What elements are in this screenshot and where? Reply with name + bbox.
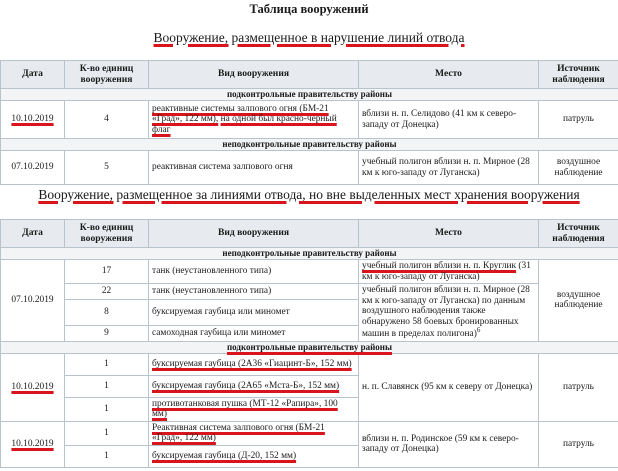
row-date-text: 10.10.2019 (11, 114, 54, 125)
table-row (1, 353, 618, 375)
row-date-text: 10.10.2019 (11, 439, 54, 450)
section-title-violations-text: Вооружение, размещенное в нарушение линий отвода (153, 30, 465, 45)
row-source: патруль (539, 101, 618, 139)
row-count: 1 (65, 421, 149, 445)
row-count: 1 (65, 375, 149, 397)
weapon-type-text: реактивные системы залпового огня (БМ-21 «Град», 122 мм), (152, 103, 329, 125)
place-kruglik-rest: (31 км к юго-западу от Луганска) (362, 261, 531, 282)
row-weapon-type (149, 397, 359, 421)
row-weapon-type (149, 421, 359, 445)
col-header-type: Вид вооружения (149, 220, 359, 248)
row-count: 4 (65, 101, 149, 139)
row-weapon-type: танк (неустановленного типа) (149, 260, 359, 284)
weapon-flag-note: на одной был красно-черный флаг (152, 114, 337, 135)
col-header-count: К-во единиц вооружения (65, 220, 149, 248)
row-place: н. п. Славянск (95 км к северу от Донецка) (359, 353, 539, 421)
table-row (1, 421, 618, 445)
row-date: 07.10.2019 (1, 260, 65, 342)
row-count: 9 (65, 325, 149, 341)
col-header-count: К-во единиц вооружения (65, 61, 149, 89)
row-date (1, 353, 65, 421)
table-row (1, 151, 618, 185)
row-date (1, 421, 65, 467)
row-source: воздушное наблюдение (539, 151, 618, 185)
col-header-place: Место (359, 61, 539, 89)
row-weapon-type: самоходная гаубица или миномет (149, 325, 359, 341)
row-count: 5 (65, 151, 149, 185)
row-weapon-type: буксируемая гаубица или миномет (149, 299, 359, 325)
weapon-type-text: буксируемая гаубица (2А36 «Гиацинт-Б», 152 мм) (152, 359, 352, 370)
table-row (1, 101, 618, 139)
row-place: учебный полигон вблизи н. п. Мирное (28 км к юго-западу от Луганска) (359, 151, 539, 185)
col-header-place: Место (359, 220, 539, 248)
col-header-source: Источник наблюдения (539, 220, 618, 248)
table-row (1, 260, 618, 284)
col-header-source: Источник наблюдения (539, 61, 618, 89)
row-source: патруль (539, 421, 618, 467)
row-count: 1 (65, 445, 149, 467)
weapons-table-violations (0, 60, 618, 185)
row-place: вблизи н. п. Селидово (41 км к северо-западу от Донецка) (359, 101, 539, 139)
col-header-type: Вид вооружения (149, 61, 359, 89)
group-row-controlled (1, 341, 618, 353)
section-title-outside-storage (0, 187, 618, 203)
row-count: 22 (65, 284, 149, 300)
table-row (1, 284, 618, 300)
row-place: вблизи н. п. Родинское (59 км к северо-западу от Донецка) (359, 421, 539, 467)
weapon-type-text: буксируемая гаубица (2А65 «Мста-Б», 152 мм) (152, 381, 340, 392)
row-weapon-type (149, 101, 359, 139)
weapon-type-text: Реактивная система залпового огня (БМ-21 «Град», 122 мм) (152, 422, 325, 444)
row-source: патруль (539, 353, 618, 421)
row-date (1, 101, 65, 139)
page-title: Таблица вооружений (249, 2, 369, 16)
row-weapon-type (149, 445, 359, 467)
row-count: 8 (65, 299, 149, 325)
section-title-violations (0, 30, 618, 46)
col-header-date: Дата (1, 220, 65, 248)
weapons-table-outside-storage (0, 219, 618, 468)
place-kruglik: учебный полигон вблизи н. п. Круглик (362, 261, 517, 271)
row-date-text: 10.10.2019 (11, 382, 54, 393)
weapon-type-text: буксируемая гаубица (Д-20, 152 мм) (152, 451, 297, 462)
row-weapon-type (149, 375, 359, 397)
row-count: 1 (65, 353, 149, 375)
col-header-date: Дата (1, 61, 65, 89)
group-row-controlled: подконтрольные правительству районы (1, 89, 618, 101)
footnote-mark: 6 (476, 326, 481, 335)
group-row-uncontrolled: неподконтрольные правительству районы (1, 248, 618, 260)
row-weapon-type (149, 353, 359, 375)
row-source: воздушное наблюдение (539, 260, 618, 342)
row-weapon-type: танк (неустановленного типа) (149, 284, 359, 300)
section-title-outside-storage-text: Вооружение, размещенное за линиями отвода, но вне выделенных мест хранения вооружения (38, 187, 580, 202)
row-weapon-type: реактивная система залпового огня (149, 151, 359, 185)
row-place (359, 260, 539, 284)
weapon-type-text: противотанковая пушка (МТ-12 «Рапира», 100 мм) (152, 398, 338, 420)
row-place (359, 284, 539, 342)
row-count: 17 (65, 260, 149, 284)
place-mirnoe: учебный полигон вблизи н. п. Мирное (28 км к юго-западу от Луганска) по данным воздушного наблюдения также обнаружено 58 боевых бронированных машин в пределах полигона) (362, 285, 530, 340)
group-controlled-text: подконтрольные правительству районы (227, 342, 392, 353)
row-count: 1 (65, 397, 149, 421)
group-row-uncontrolled: неподконтрольные правительству районы (1, 139, 618, 151)
row-date: 07.10.2019 (1, 151, 65, 185)
